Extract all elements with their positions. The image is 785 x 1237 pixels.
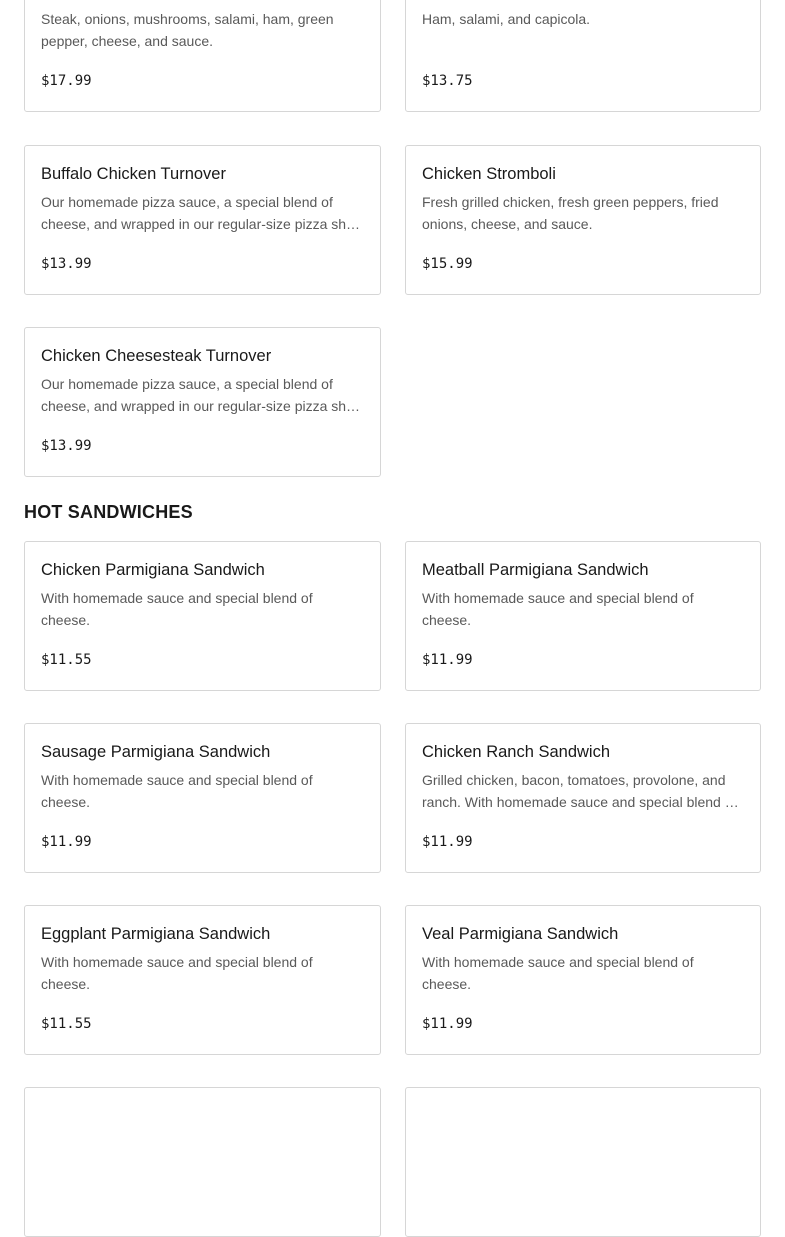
menu-item-description: With homemade sauce and special blend of cheese. [41,590,313,628]
menu-item-card[interactable] [405,723,761,873]
menu-item-description: With homemade sauce and special blend of cheese. [422,954,694,992]
menu-item-price: $13.75 [422,73,473,89]
menu-item-price: $11.99 [422,834,473,850]
menu-item-card[interactable] [405,1087,761,1237]
menu-item-price: $11.55 [41,652,92,668]
menu-item-price: $11.99 [41,834,92,850]
menu-item-card[interactable] [405,0,761,112]
menu-item-name: Chicken Cheesesteak Turnover [41,347,272,365]
menu-item-name: Chicken Parmigiana Sandwich [41,561,265,579]
menu-item-description: Grilled chicken, bacon, tomatoes, provolone, and ranch. With homemade sauce and special blend … [422,772,739,810]
menu-item-description: With homemade sauce and special blend of cheese. [41,954,313,992]
section-title-hot-sandwiches: HOT SANDWICHES [24,502,193,522]
menu-item-card[interactable] [24,327,381,477]
menu-item-name: Sausage Parmigiana Sandwich [41,743,271,761]
menu-item-price: $13.99 [41,438,92,454]
menu-item-description: Ham, salami, and capicola. [422,11,591,27]
menu-item-card[interactable] [405,145,761,295]
menu-item-description: With homemade sauce and special blend of cheese. [41,772,313,810]
menu-item-name: Meatball Parmigiana Sandwich [422,561,649,579]
menu-item-name: Veal Parmigiana Sandwich [422,925,619,943]
menu-item-name: Chicken Ranch Sandwich [422,743,611,761]
menu-item-price: $17.99 [41,73,92,89]
menu-item-card[interactable] [405,541,761,691]
menu-item-card[interactable] [24,541,381,691]
menu-item-price: $15.99 [422,256,473,272]
menu-item-name: Buffalo Chicken Turnover [41,165,226,183]
menu-item-card[interactable] [24,905,381,1055]
menu-item-price: $11.99 [422,652,473,668]
menu-item-card[interactable] [405,905,761,1055]
menu-item-description: Our homemade pizza sauce, a special blend of cheese, and wrapped in our regular-size pizza sh… [41,376,361,414]
menu-item-price: $13.99 [41,256,92,272]
menu-item-name: Chicken Stromboli [422,165,556,183]
menu-item-price: $11.99 [422,1016,473,1032]
menu-item-description: Fresh grilled chicken, fresh green peppers, fried onions, cheese, and sauce. [422,194,719,232]
menu-item-price: $11.55 [41,1016,92,1032]
menu-item-description: With homemade sauce and special blend of cheese. [422,590,694,628]
menu-item-description: Steak, onions, mushrooms, salami, ham, green pepper, cheese, and sauce. [41,11,334,49]
menu-item-description: Our homemade pizza sauce, a special blend of cheese, and wrapped in our regular-size pizza sh… [41,194,361,232]
menu-item-name: Eggplant Parmigiana Sandwich [41,925,271,943]
menu-item-card[interactable] [24,723,381,873]
menu-item-card[interactable] [24,0,381,112]
menu-item-card[interactable] [24,145,381,295]
menu-item-card[interactable] [24,1087,381,1237]
